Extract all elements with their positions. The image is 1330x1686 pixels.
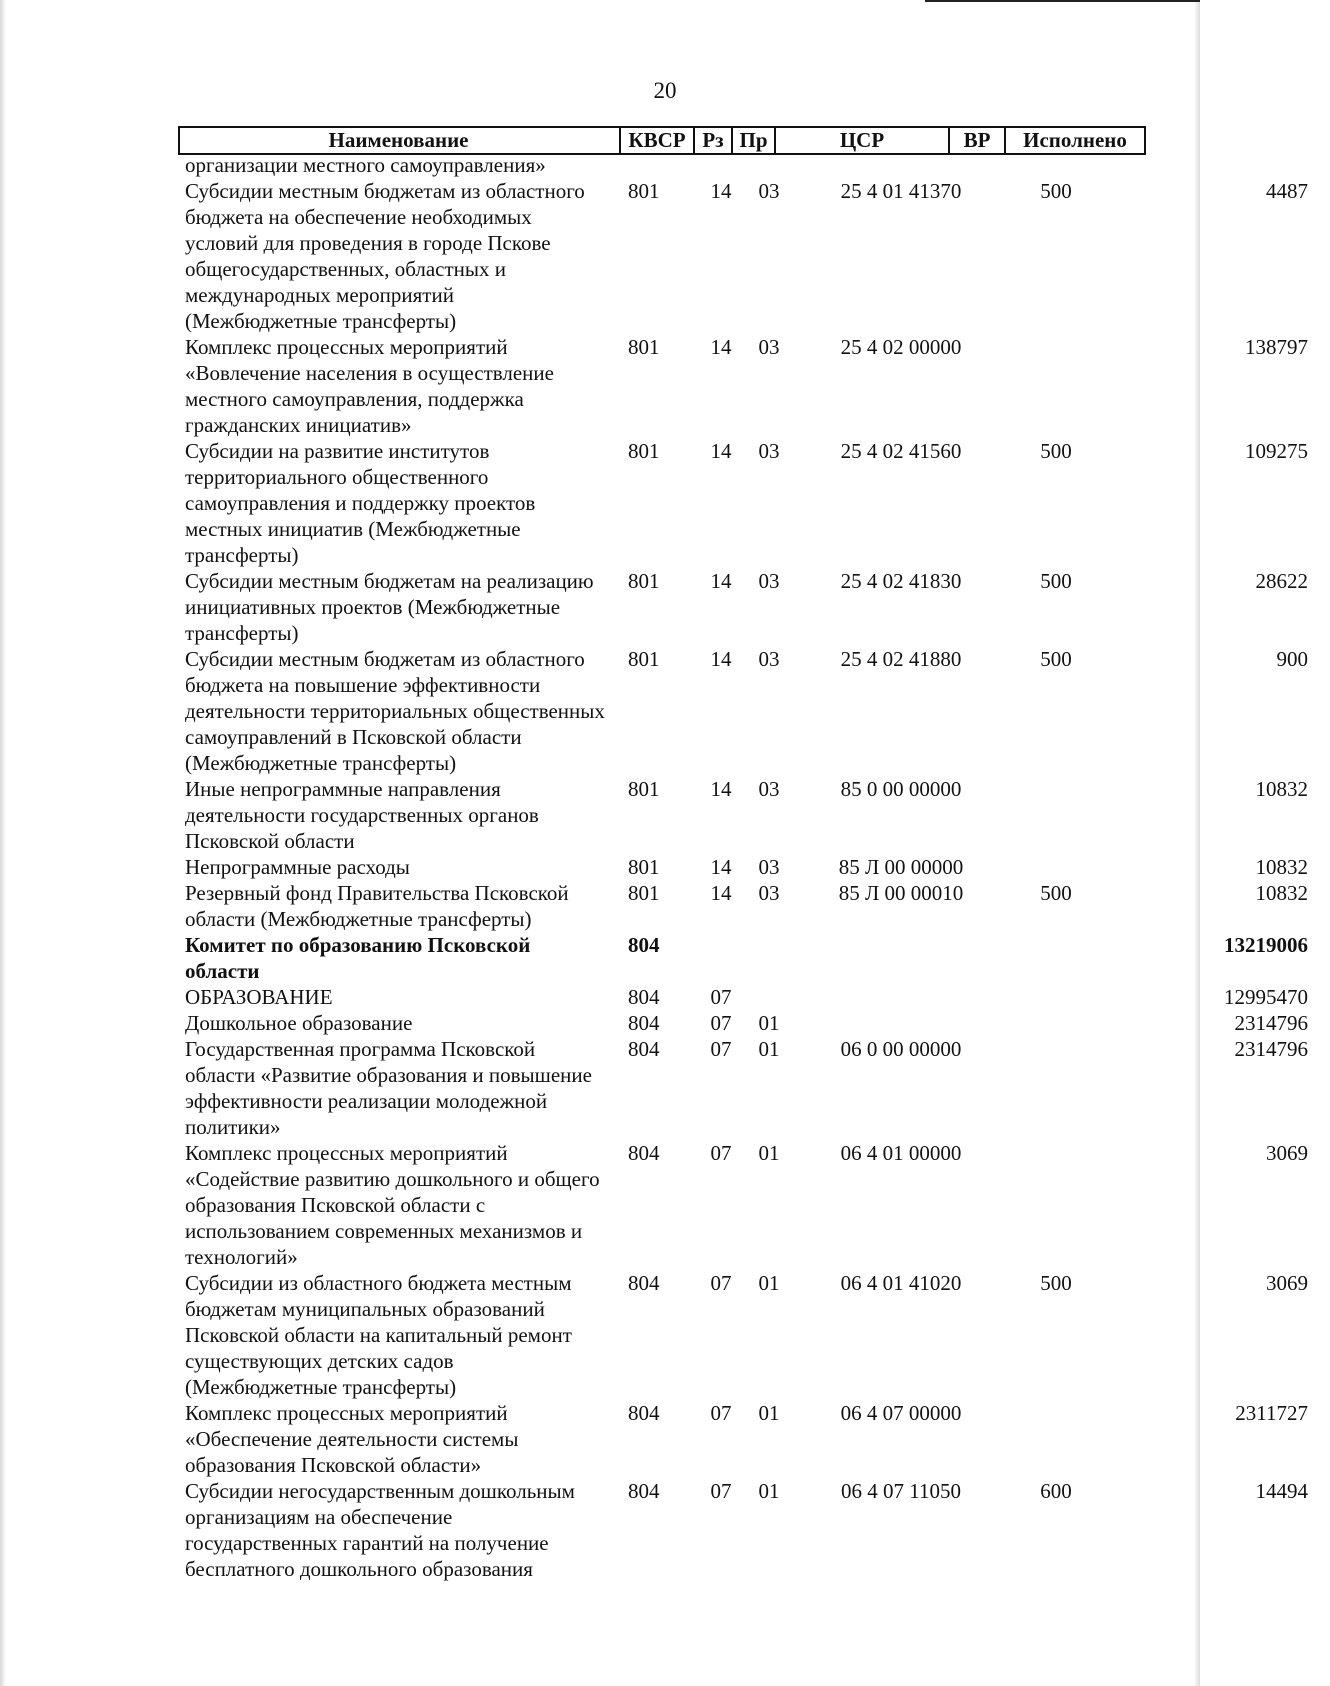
row-vr: 500 (1040, 569, 1072, 593)
header-rz: Рз (702, 128, 724, 152)
row-name: Непрограммные расходы (185, 855, 410, 879)
row-pr: 01 (758, 1141, 780, 1165)
row-csr: 06 4 01 00000 (840, 1141, 962, 1165)
row-rz: 14 (710, 439, 732, 463)
row-kvsr: 801 (628, 335, 660, 359)
row-kvsr: 804 (628, 1401, 660, 1425)
row-pr: 01 (758, 1037, 780, 1061)
row-ispolneno: 10832 (1255, 855, 1308, 879)
row-name: Резервный фонд Правительства Псковской области (Межбюджетные трансферты) (185, 881, 569, 931)
row-ispolneno: 28622 (1255, 569, 1308, 593)
row-pr: 03 (758, 335, 780, 359)
row-rz: 14 (710, 335, 732, 359)
row-kvsr: 804 (628, 1037, 660, 1061)
row-pr: 03 (758, 881, 780, 905)
row-ispolneno: 109275 (1245, 439, 1308, 463)
row-rz: 14 (710, 881, 732, 905)
row-name: Иные непрограммные направления деятельности государственных органов Псковской области (185, 777, 539, 853)
header-kvsr: КВСР (628, 128, 686, 152)
row-kvsr: 801 (628, 439, 660, 463)
row-kvsr: 801 (628, 569, 660, 593)
row-vr: 500 (1040, 1271, 1072, 1295)
table-row (178, 776, 1308, 854)
row-vr: 500 (1040, 179, 1072, 203)
row-ispolneno: 2314796 (1234, 1011, 1308, 1035)
row-pr: 03 (758, 647, 780, 671)
row-pr: 01 (758, 1401, 780, 1425)
row-rz: 14 (710, 855, 732, 879)
row-kvsr: 801 (628, 855, 660, 879)
scan-line-top (925, 0, 1200, 2)
row-csr: 06 4 07 11050 (841, 1479, 961, 1503)
row-vr: 500 (1040, 881, 1072, 905)
row-kvsr: 804 (628, 1271, 660, 1295)
row-ispolneno: 900 (1276, 647, 1308, 671)
table-header (178, 126, 1146, 154)
row-name: организации местного самоуправления» (185, 153, 546, 177)
row-name: Комплекс процессных мероприятий «Обеспечение деятельности системы образования Псковской области» (185, 1401, 519, 1477)
row-pr: 01 (758, 1479, 780, 1503)
scan-edge-left (0, 0, 6, 1686)
row-vr: 600 (1040, 1479, 1072, 1503)
row-kvsr: 801 (628, 881, 660, 905)
row-name: Субсидии местным бюджетам из областного бюджета на обеспечение необходимых условий для проведения в городе Пскове общегосударственных, областных и международных мероприятий (Межбюджетные трансферты) (185, 179, 585, 333)
table-row (178, 1478, 1308, 1582)
row-ispolneno: 12995470 (1224, 985, 1308, 1009)
row-rz: 07 (710, 1011, 732, 1035)
row-csr: 85 0 00 00000 (840, 777, 962, 801)
table-row (178, 152, 1146, 178)
row-name: Государственная программа Псковской области «Развитие образования и повышение эффективности реализации молодежной политики» (185, 1037, 592, 1139)
row-vr: 500 (1040, 439, 1072, 463)
row-pr: 03 (758, 777, 780, 801)
row-kvsr: 801 (628, 647, 660, 671)
row-pr: 03 (758, 855, 780, 879)
row-kvsr: 804 (628, 1011, 660, 1035)
table-row (178, 1010, 1308, 1036)
row-ispolneno: 2311727 (1235, 1401, 1308, 1425)
table-row (178, 1270, 1308, 1400)
row-rz: 07 (710, 1479, 732, 1503)
row-name: Дошкольное образование (185, 1011, 413, 1035)
row-name: Субсидии из областного бюджета местным бюджетам муниципальных образований Псковской области на капитальный ремонт существующих детских садов (Межбюджетные трансферты) (185, 1271, 572, 1399)
row-pr: 03 (758, 179, 780, 203)
header-rule (1144, 126, 1146, 155)
row-rz: 07 (710, 1141, 732, 1165)
row-ispolneno: 2314796 (1234, 1037, 1308, 1061)
row-kvsr: 804 (628, 985, 660, 1009)
row-pr: 03 (758, 569, 780, 593)
row-kvsr: 801 (628, 777, 660, 801)
row-ispolneno: 3069 (1266, 1271, 1308, 1295)
header-pr: Пр (739, 128, 768, 152)
row-csr: 06 0 00 00000 (840, 1037, 962, 1061)
row-csr: 25 4 02 41560 (840, 439, 962, 463)
header-name: Наименование (328, 128, 469, 152)
table-row (178, 178, 1308, 334)
header-vr: ВР (963, 128, 991, 152)
row-csr: 06 4 07 00000 (840, 1401, 962, 1425)
row-ispolneno: 3069 (1266, 1141, 1308, 1165)
page-number: 20 (653, 78, 677, 103)
row-name: Комплекс процессных мероприятий «Содействие развитию дошкольного и общего образования Псковской области с использованием современных механизмов и технологий» (185, 1141, 600, 1269)
table-row (178, 984, 1308, 1010)
row-name: Комплекс процессных мероприятий «Вовлечение населения в осуществление местного самоуправления, поддержка гражданских инициатив» (185, 335, 554, 437)
row-ispolneno: 13219006 (1224, 933, 1308, 957)
table-row (178, 646, 1308, 776)
row-rz: 14 (710, 777, 732, 801)
row-kvsr: 801 (628, 179, 660, 203)
table-row (178, 1036, 1308, 1140)
table-row (178, 932, 1308, 984)
row-rz: 14 (710, 179, 732, 203)
row-rz: 07 (710, 1037, 732, 1061)
row-rz: 14 (710, 647, 732, 671)
table-row (178, 568, 1308, 646)
row-rz: 07 (710, 1401, 732, 1425)
row-name: ОБРАЗОВАНИЕ (185, 985, 333, 1009)
row-csr: 25 4 02 00000 (840, 335, 962, 359)
row-ispolneno: 10832 (1255, 881, 1308, 905)
table-row (178, 1400, 1308, 1478)
row-pr: 03 (758, 439, 780, 463)
row-csr: 25 4 02 41880 (840, 647, 962, 671)
row-ispolneno: 4487 (1266, 179, 1308, 203)
row-vr: 500 (1040, 647, 1072, 671)
row-name: Субсидии на развитие институтов территориального общественного самоуправления и поддержку проектов местных инициатив (Межбюджетные трансферты) (185, 439, 536, 567)
row-name: Субсидии негосударственным дошкольным организациям на обеспечение государственных гарантий на получение бесплатного дошкольного образования (185, 1479, 575, 1581)
row-rz: 07 (710, 985, 732, 1009)
row-csr: 25 4 02 41830 (840, 569, 962, 593)
table-row (178, 854, 1308, 880)
row-csr: 06 4 01 41020 (840, 1271, 962, 1295)
row-pr: 01 (758, 1011, 780, 1035)
header-csr: ЦСР (839, 128, 885, 152)
table-row (178, 880, 1308, 932)
row-ispolneno: 14494 (1255, 1479, 1308, 1503)
row-rz: 14 (710, 569, 732, 593)
row-kvsr: 804 (628, 1141, 660, 1165)
row-name: Субсидии местным бюджетам из областного бюджета на повышение эффективности деятельности территориальных общественных самоуправлений в Псковской области (Межбюджетные трансферты) (185, 647, 605, 775)
row-ispolneno: 138797 (1245, 335, 1308, 359)
row-name: Субсидии местным бюджетам на реализацию инициативных проектов (Межбюджетные трансферты) (185, 569, 594, 645)
table-body (178, 152, 1308, 1582)
table-row (178, 438, 1308, 568)
row-csr: 85 Л 00 00010 (838, 881, 964, 905)
table-row (178, 334, 1308, 438)
scan-edge-right (1194, 0, 1200, 1686)
row-rz: 07 (710, 1271, 732, 1295)
row-csr: 85 Л 00 00000 (838, 855, 964, 879)
row-kvsr: 804 (628, 1479, 660, 1503)
row-kvsr: 804 (628, 933, 660, 957)
row-name: Комитет по образованию Псковской области (185, 933, 531, 983)
header-ispolneno: Исполнено (1023, 128, 1127, 152)
table-row (178, 1140, 1308, 1270)
row-csr: 25 4 01 41370 (840, 179, 962, 203)
row-pr: 01 (758, 1271, 780, 1295)
row-ispolneno: 10832 (1255, 777, 1308, 801)
